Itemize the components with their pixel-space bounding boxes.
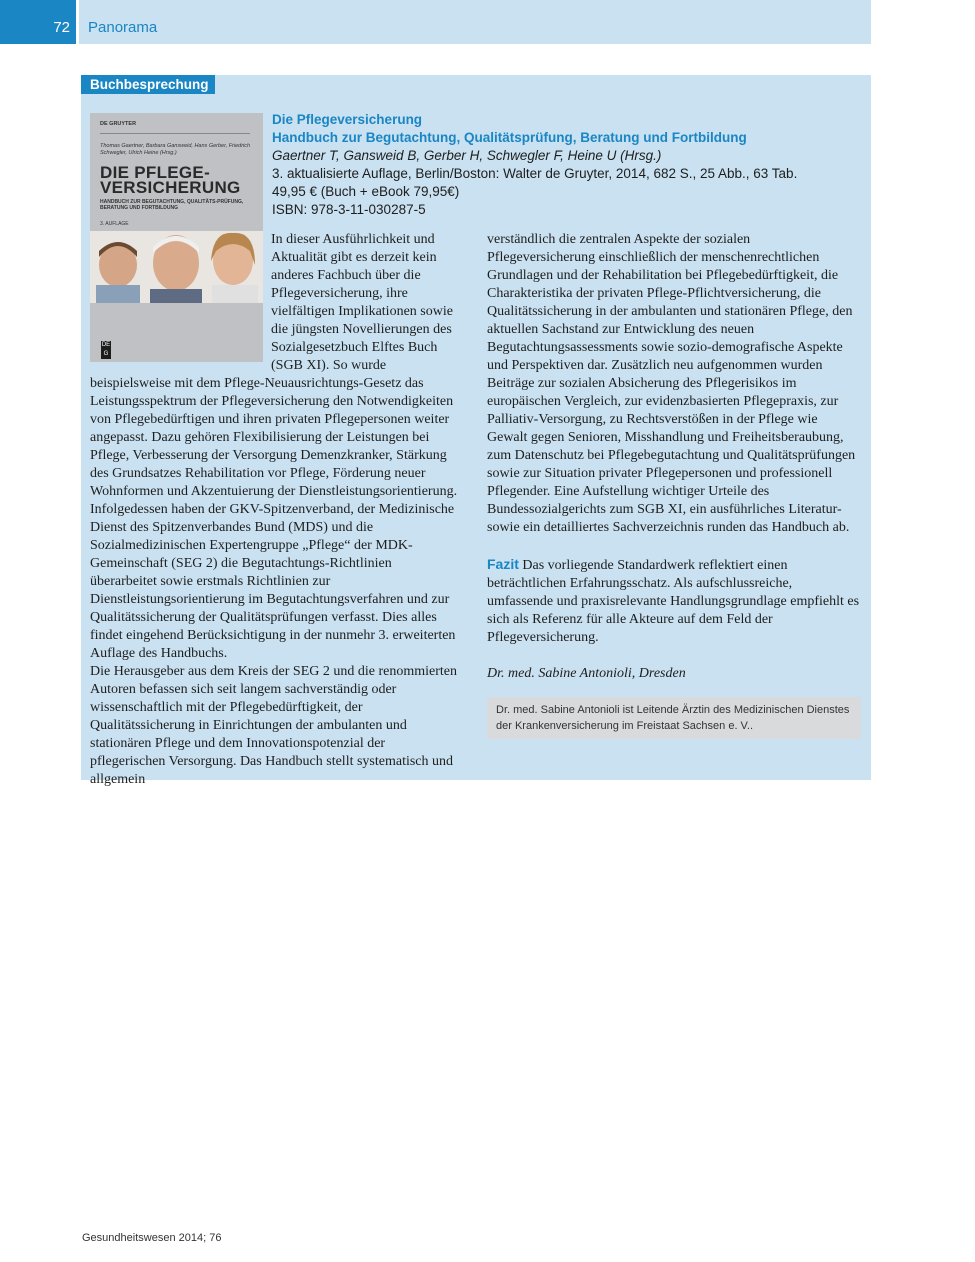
cover-divider (100, 133, 250, 134)
book-authors: Gaertner T, Gansweid B, Gerber H, Schwegler F, Heine U (Hrsg.) (272, 148, 662, 163)
bibliography (272, 111, 832, 219)
fazit-text: Das vorliegende Standardwerk reflektiert einen beträchtlichen Erfahrungsschatz. Als aufschlussreiche, umfassende und praxisrelevante Handlungsgrundlage empfiehlt es sich als Referenz für alle Akteure auf dem Feld der Pflegeversicherung. (487, 558, 860, 645)
cover-title-line1: DIE PFLEGE- (100, 163, 211, 182)
review-tag: Buchbesprechung (81, 75, 215, 94)
cover-subtitle: HANDBUCH ZUR BEGUTACHTUNG, QUALITÄTS-PRÜFUNG, BERATUNG UND FORTBILDUNG (100, 199, 244, 211)
book-review-panel (81, 75, 871, 787)
cover-float-spacer (90, 231, 271, 367)
book-price: 49,95 € (Buch + eBook 79,95€) (272, 184, 460, 199)
reviewer-signature: Dr. med. Sabine Antonioli, Dresden (487, 666, 686, 681)
review-column-right (487, 231, 861, 739)
book-title: Die Pflegeversicherung (272, 112, 423, 127)
review-paragraph-2-start: Die Herausgeber aus dem Kreis der SEG 2 und die renommierten Autoren befassen sich seit langem sachverständig oder wissenschaftlich mit der Pflegebedürftigkeit, der Qualitätssicherung in Einrichtungen der ambulanten und stationären Pflege und dem Innovationspotenzial der pflegerischen Versorgung. Das Handbuch stellt systematisch und allgemein (90, 664, 457, 787)
section-title: Panorama (88, 19, 158, 36)
book-isbn: ISBN: 978-3-11-030287-5 (272, 202, 426, 217)
fazit-label: Fazit (487, 556, 519, 572)
page-number-box (0, 0, 76, 44)
review-column-left (90, 231, 462, 789)
cover-title-line2: VERSICHERUNG (100, 178, 241, 197)
cover-authors: Thomas Gaertner, Barbara Gansweid, Hans Gerber, Friedrich Schwegler, Ulrich Heine (Hrsg.) (100, 143, 251, 156)
section-header (79, 0, 871, 44)
fazit-paragraph (487, 555, 861, 647)
book-edition: 3. aktualisierte Auflage, Berlin/Boston: Walter de Gruyter, 2014, 682 S., 25 Abb., 63 Tab. (272, 166, 798, 181)
publisher-logo: DE G (101, 342, 111, 357)
cover-edition: 3. AUFLAGE (100, 221, 129, 227)
book-subtitle: Handbuch zur Begutachtung, Qualitätsprüfung, Beratung und Fortbildung (272, 130, 747, 145)
footer-citation: Gesundheitswesen 2014; 76 (82, 1232, 222, 1244)
review-paragraph-2-end: verständlich die zentralen Aspekte der sozialen Pflegeversicherung einschließlich der menschenrechtlichen Grundlagen und der Rehabilitation bei Pflegebedürftigkeit, die Charakteristika der privaten Pflege-Pflichtversicherung, die Qualitätssicherung in der ambulanten und stationären Pflege, den aktuellen Sachstand zur Entwicklung des neuen Begutachtungsassessments sowie sozio-demografische Aspekte und Perspektiven dar. Zusätzlich neu aufgenommen wurden Beiträge zur sozialen Absicherung des Pflegerisikos im europäischen Vergleich, zur evidenzbasierten Pflegepraxis, zur Palliativ-Versorgung, zu Rechtsverstößen in der Pflege wie Gewalt gegen Senioren, Misshandlung und Freiheitsberaubung, zum Datenschutz bei Pflegebegutachtung und Qualitätsprüfungen sowie zur Situation privater Pflegepersonen und professionell Pflegender. Eine Aufstellung wichtiger Urteile des Bundessozialgerichts zum SGB XI, ein ausführliches Literatur- sowie ein detailliertes Sachverzeichnis runden das Handbuch ab. (487, 232, 856, 535)
page-number: 72 (53, 19, 70, 36)
author-note: Dr. med. Sabine Antonioli ist Leitende Ärztin des Medizinischen Dienstes der Krankenversicherung im Freistaat Sachsen e. V.. (487, 697, 861, 739)
cover-publisher: DE GRUYTER (100, 121, 137, 127)
review-paragraph-1: In dieser Ausführlichkeit und Aktualität gibt es derzeit kein anderes Fachbuch über die Pflegeversicherung, ihre vielfältigen Implikationen sowie die jüngsten Novellierungen des Sozialgesetzbuch Elftes Buch (SGB XI). So wurde beispielsweise mit dem Pflege-Neuausrichtungs-Gesetz das Leistungsspektrum der Pflegeversicherung den Notwendigkeiten von Pflegebedürftigen und ihren privaten Pflegepersonen weiter angepasst. Dazu gehören Flexibilisierung der Leistungen bei Pflege, Verbesserung der Versorgung Demenzkranker, Stärkung des Grundsatzes Rehabilitation vor Pflege, Förderung neuer Wohnformen und Akzentuierung der Dienstleistungsorientierung. Infolgedessen haben der GKV-Spitzenverband, der Medizinische Dienst des Spitzenverbandes Bund (MDS) und die Sozialmedizinischen Expertengruppe „Pflege“ der MDK-Gemeinschaft (SEG 2) die Begutachtungs-Richtlinien überarbeitet sowie erstmals Richtlinien zur Dienstleistungsorientierung im Begutachtungsverfahren und zur Qualitätssicherung der Qualitätsprüfungen verfasst. Dies alles findet eingehend Berücksichtigung in der nunmehr 3. erweiterten Auflage des Handbuchs. (90, 232, 458, 661)
